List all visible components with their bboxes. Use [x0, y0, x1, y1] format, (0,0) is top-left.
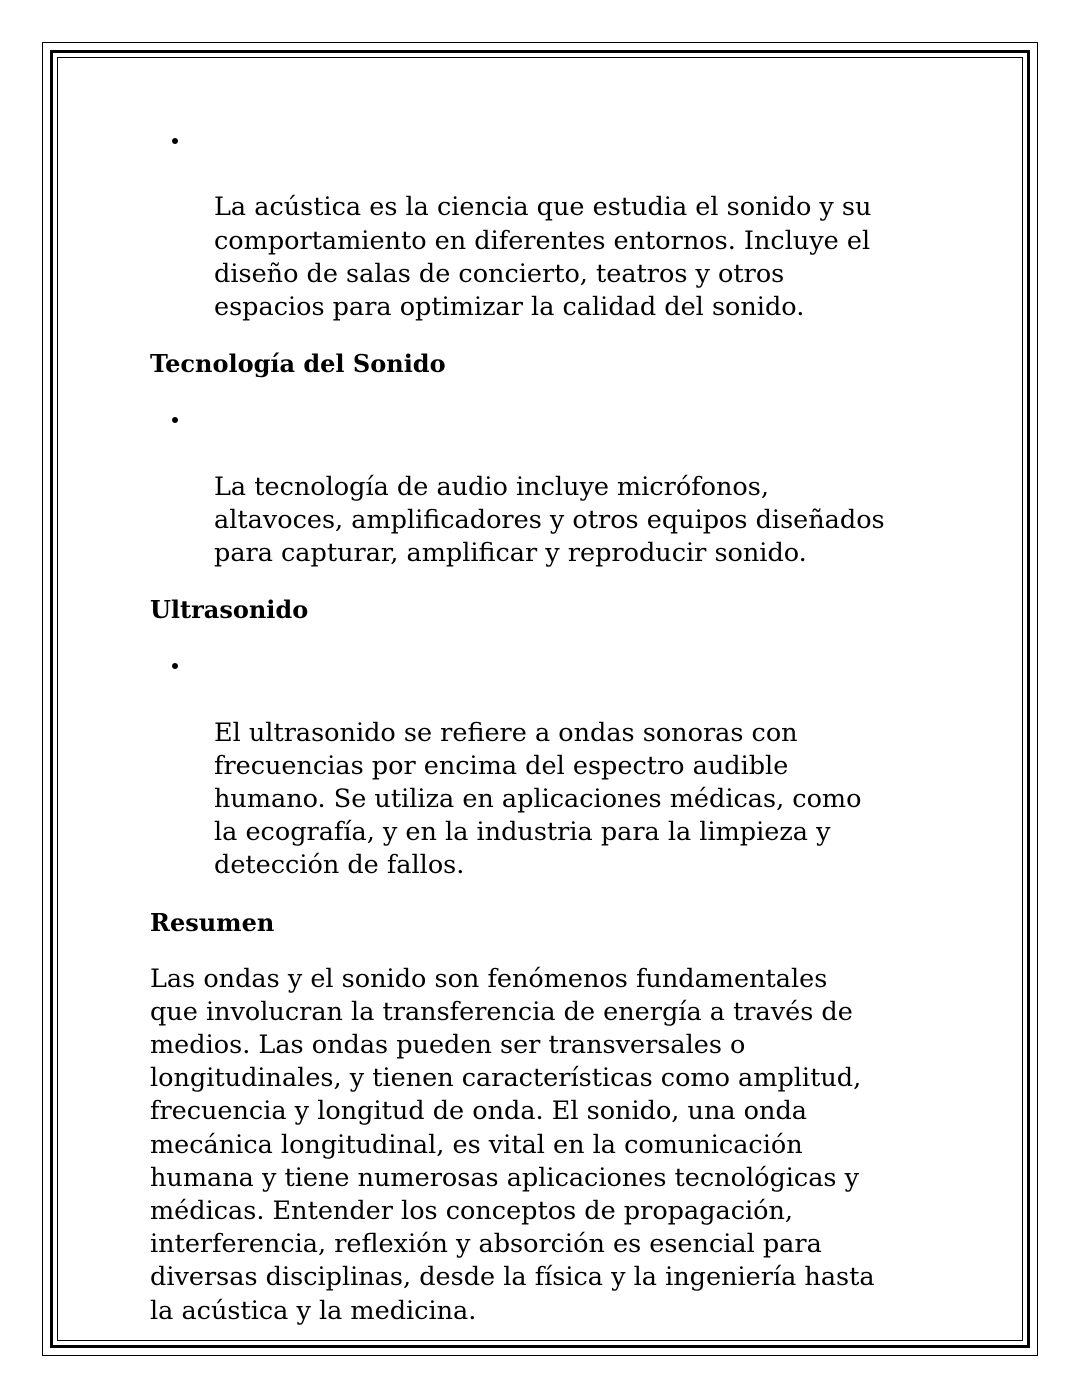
bullet-text: El ultrasonido se refiere a ondas sonoras con frecuencias por encima del espectro audible humano. Se utiliza en aplicaciones médicas, como la ecografía, y en la industria para la limpieza y detección de fallos.: [214, 717, 862, 881]
section-heading-resumen: Resumen: [150, 907, 275, 937]
bullet-item-tecnologia: [150, 404, 950, 570]
bullet-text: La acústica es la ciencia que estudia el sonido y su comportamiento en diferentes entornos. Incluye el diseño de salas de concierto, teatros y otros espacios para optimizar la calidad del sonido.: [214, 192, 872, 323]
document-body: [150, 125, 950, 1328]
summary-paragraph: Las ondas y el sonido son fenómenos fundamentales que involucran la transferencia de energía a través de medios. Las ondas pueden ser transversales o longitudinales, y tienen características como amplitud, frecuencia y longitud de onda. El sonido, una onda mecánica longitudinal, es vital en la comunicación humana y tiene numerosas aplicaciones tecnológicas y médicas. Entender los conceptos de propagación, interferencia, reflexión y absorción es esencial para diversas disciplinas, desde la física y la ingeniería hasta la acústica y la medicina.: [150, 963, 875, 1326]
section-heading-ultrasonido: Ultrasonido: [150, 595, 309, 625]
bullet-item-acustica: [150, 125, 950, 324]
bullet-icon: [172, 417, 178, 423]
section-heading-tecnologia: Tecnología del Sonido: [150, 349, 446, 379]
bullet-icon: [172, 138, 178, 144]
bullet-item-ultrasonido: [150, 650, 950, 882]
bullet-text: La tecnología de audio incluye micrófonos, altavoces, amplificadores y otros equipos diseñados para capturar, amplificar y reproducir sonido.: [214, 471, 885, 569]
bullet-icon: [172, 663, 178, 669]
